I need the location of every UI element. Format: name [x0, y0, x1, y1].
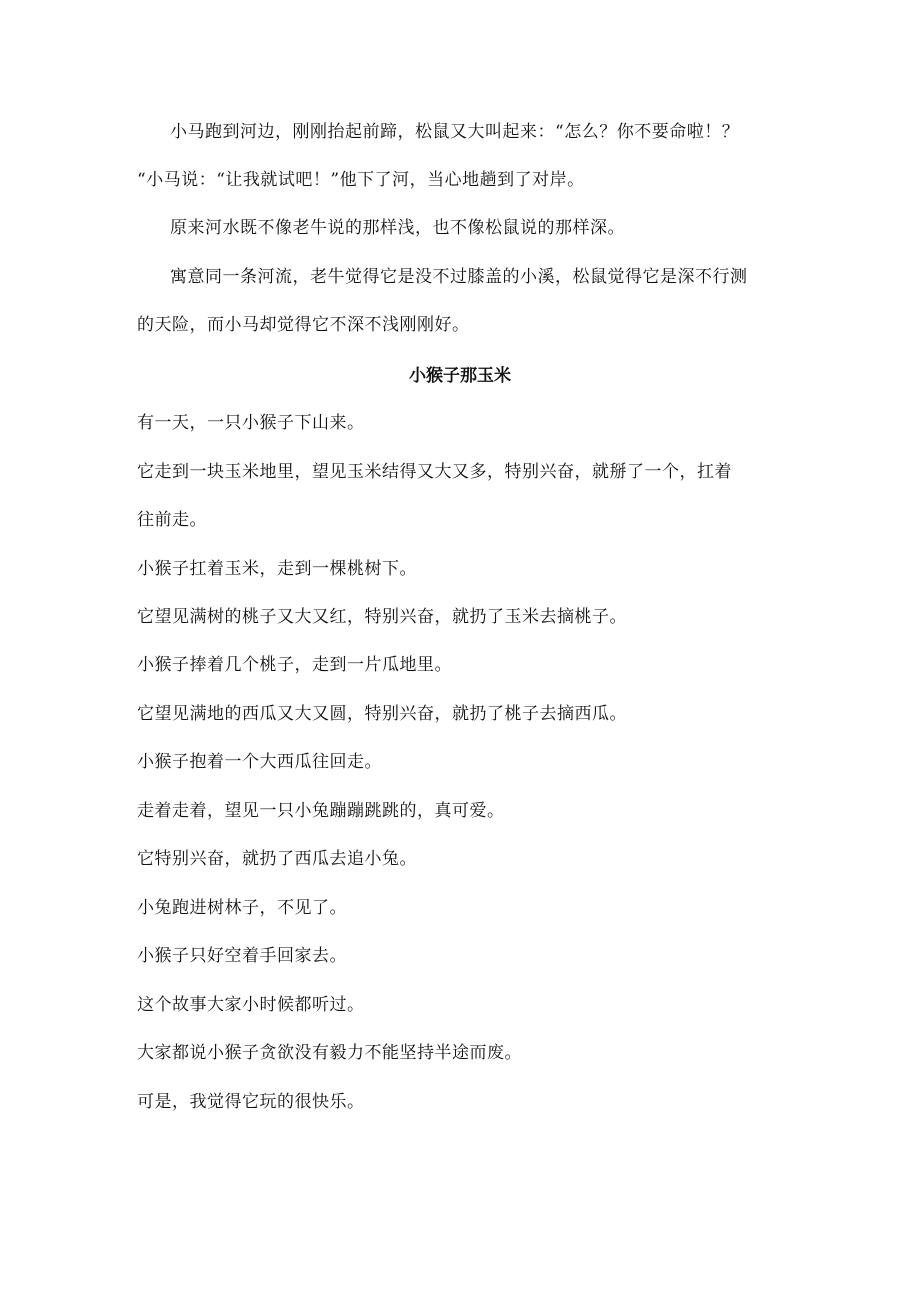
story-line-7: 它望见满地的西瓜又大又圆，特别兴奋，就扔了桃子去摘西瓜。	[137, 704, 627, 724]
story-line-2: 它走到一块玉米地里，望见玉米结得又大又多，特别兴奋，就掰了一个，扛着	[137, 462, 732, 482]
story-line-6: 小猴子捧着几个桃子，走到一片瓜地里。	[137, 655, 452, 675]
story-line-9: 走着走着，望见一只小兔蹦蹦跳跳的，真可爱。	[137, 801, 505, 821]
story-line-10: 它特别兴奋，就扔了西瓜去追小兔。	[137, 849, 417, 869]
intro-line-4: 寓意同一条河流，老牛觉得它是没不过膝盖的小溪，松鼠觉得它是深不行测	[170, 267, 748, 287]
story-line-1: 有一天，一只小猴子下山来。	[137, 413, 365, 433]
story-line-12: 小猴子只好空着手回家去。	[137, 946, 347, 966]
intro-line-1: 小马跑到河边，刚刚抬起前蹄，松鼠又大叫起来：“怎么？你不要命啦！？	[170, 122, 740, 142]
intro-line-5: 的天险，而小马却觉得它不深不浅刚刚好。	[137, 315, 470, 335]
story-line-8: 小猴子抱着一个大西瓜往回走。	[137, 752, 382, 772]
story-line-11: 小兔跑进树林子，不见了。	[137, 898, 347, 918]
intro-line-3: 原来河水既不像老牛说的那样浅，也不像松鼠说的那样深。	[170, 218, 625, 238]
story-line-3: 往前走。	[137, 510, 207, 530]
story-line-15: 可是，我觉得它玩的很快乐。	[137, 1092, 365, 1112]
story-line-14: 大家都说小猴子贪欲没有毅力不能坚持半途而废。	[137, 1043, 522, 1063]
intro-line-2: “小马说：“让我就试吧！”他下了河，当心地趟到了对岸。	[137, 170, 585, 190]
story-title: 小猴子那玉米	[409, 366, 511, 386]
story-line-13: 这个故事大家小时候都听过。	[137, 995, 365, 1015]
story-line-4: 小猴子扛着玉米，走到一棵桃树下。	[137, 559, 417, 579]
story-line-5: 它望见满树的桃子又大又红，特别兴奋，就扔了玉米去摘桃子。	[137, 607, 627, 627]
